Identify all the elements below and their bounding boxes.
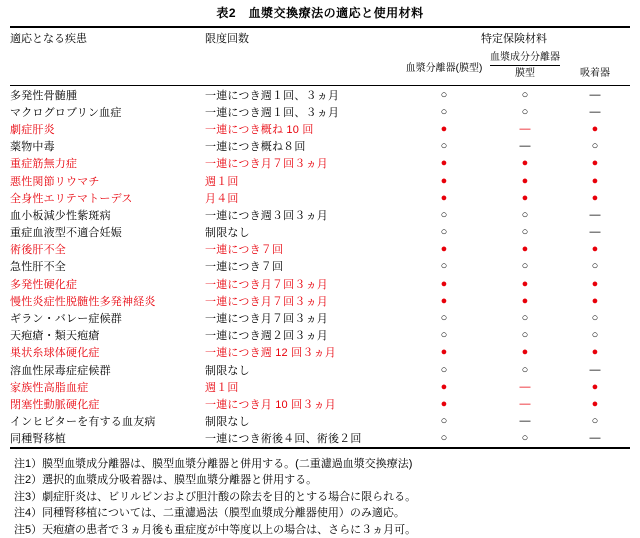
mark-plasma-separator <box>441 209 448 221</box>
mark-plasma-separator <box>441 329 448 341</box>
mark-adsorber-cell <box>560 224 630 241</box>
limit-count: 一連につき７回 <box>205 244 284 257</box>
table-row <box>10 138 630 155</box>
limit-count: 週１回 <box>205 381 239 394</box>
mark-membrane-cell <box>490 413 560 430</box>
mark-adsorber-cell <box>560 309 630 326</box>
mark-membrane-cell <box>490 155 560 172</box>
mark-adsorber-cell <box>560 344 630 361</box>
mark-plasma-separator <box>441 243 448 255</box>
disease-name: ギラン・バレー症候群 <box>10 313 122 326</box>
mark-membrane <box>520 381 531 393</box>
table-row <box>10 395 630 412</box>
mark-plasma-separator-cell <box>398 172 490 189</box>
note-item: 注5）天疱瘡の患者で３ヵ月後も重症度が中等度以上の場合は、さらに３ヵ月可。 <box>14 523 417 536</box>
mark-adsorber-cell <box>560 327 630 344</box>
adaptation-table <box>10 26 630 447</box>
limit-count: 制限なし <box>205 364 250 377</box>
disease-name: 多発性硬化症 <box>10 278 78 291</box>
mark-adsorber-cell <box>560 430 630 447</box>
mark-plasma-separator <box>441 123 448 135</box>
disease-name: 巣状糸球体硬化症 <box>10 347 100 360</box>
table-row <box>10 361 630 378</box>
header-limit: 限度回数 <box>205 32 249 45</box>
mark-membrane <box>520 140 531 152</box>
table-row <box>10 413 630 430</box>
mark-membrane-cell <box>490 361 560 378</box>
mark-adsorber <box>590 364 601 376</box>
mark-adsorber <box>592 243 599 255</box>
disease-name: 劇症肝炎 <box>10 123 55 136</box>
mark-plasma-separator-cell <box>398 103 490 120</box>
mark-membrane <box>522 192 529 204</box>
mark-plasma-separator <box>441 175 448 187</box>
note-item: 注3）劇症肝炎は、ビリルビンおよび胆汁酸の除去を目的とする場合に限られる。 <box>14 490 417 503</box>
mark-adsorber <box>592 140 599 152</box>
table-row <box>10 86 630 104</box>
mark-membrane-cell <box>490 430 560 447</box>
mark-plasma-separator-cell <box>398 275 490 292</box>
table-row <box>10 241 630 258</box>
mark-membrane-cell <box>490 172 560 189</box>
header-membrane: 膜型 <box>515 68 535 79</box>
mark-plasma-separator-cell <box>398 155 490 172</box>
mark-plasma-separator <box>441 106 448 118</box>
limit-count: 一連につき術後４回、術後２回 <box>205 433 362 446</box>
mark-membrane-cell <box>490 241 560 258</box>
mark-adsorber <box>592 295 599 307</box>
disease-name: 重症筋無力症 <box>10 158 78 171</box>
mark-adsorber <box>590 432 601 444</box>
table-row <box>10 430 630 447</box>
limit-count: 週１回 <box>205 175 239 188</box>
table-body <box>10 86 630 447</box>
disease-name: 悪性関節リウマチ <box>10 175 100 188</box>
header-special-material: 特定保険材料 <box>481 32 547 45</box>
mark-adsorber <box>592 346 599 358</box>
mark-membrane <box>522 175 529 187</box>
mark-plasma-separator-cell <box>398 258 490 275</box>
mark-adsorber <box>590 106 601 118</box>
mark-adsorber-cell <box>560 138 630 155</box>
mark-membrane <box>522 329 529 341</box>
mark-membrane-cell <box>490 327 560 344</box>
mark-membrane <box>522 226 529 238</box>
header-adsorber-cell <box>560 47 630 86</box>
limit-count: 一連につき週 12 回３ヵ月 <box>205 347 336 360</box>
mark-plasma-separator <box>441 398 448 410</box>
mark-adsorber <box>590 89 601 101</box>
mark-membrane-cell <box>490 189 560 206</box>
mark-membrane-cell <box>490 86 560 104</box>
mark-membrane <box>522 209 529 221</box>
mark-plasma-separator <box>441 295 448 307</box>
table-row <box>10 258 630 275</box>
mark-adsorber-cell <box>560 103 630 120</box>
mark-membrane-cell <box>490 378 560 395</box>
header-adsorber: 吸着器 <box>580 68 610 79</box>
disease-name: 全身性エリテマトーデス <box>10 192 133 205</box>
note-item: 注4）同種腎移植については、二重濾過法（膜型血漿成分離器使用）のみ適応。 <box>14 507 405 520</box>
mark-adsorber <box>592 157 599 169</box>
limit-count: 一連につき７回 <box>205 261 284 274</box>
page-title: 表2 血漿交換療法の適応と使用材料 <box>216 6 424 20</box>
disease-name: 閉塞性動脈硬化症 <box>10 398 100 411</box>
header-spacer-2 <box>205 47 398 86</box>
mark-plasma-separator-cell <box>398 138 490 155</box>
disease-name: 術後肝不全 <box>10 244 66 257</box>
mark-adsorber <box>592 381 599 393</box>
mark-plasma-separator-cell <box>398 361 490 378</box>
mark-adsorber-cell <box>560 86 630 104</box>
note-item: 注2）選択的血漿成分吸着器は、膜型血漿分離器と併用する。 <box>14 474 318 487</box>
mark-adsorber-cell <box>560 155 630 172</box>
table-header <box>10 27 630 86</box>
disease-name: 慢性炎症性脱髄性多発神経炎 <box>10 295 156 308</box>
disease-name: 同種腎移植 <box>10 433 66 446</box>
limit-count: 一連につき月 10 回３ヵ月 <box>205 398 336 411</box>
mark-membrane-cell <box>490 395 560 412</box>
mark-membrane-cell <box>490 309 560 326</box>
disease-name: 溶血性尿毒症症候群 <box>10 364 111 377</box>
notes-list <box>10 456 630 538</box>
limit-count: 月４回 <box>205 192 239 205</box>
note-item: 注1）膜型血漿成分離器は、膜型血漿分離器と併用する。(二重濾過血漿交換療法) <box>14 457 413 470</box>
mark-adsorber-cell <box>560 189 630 206</box>
mark-membrane-cell <box>490 206 560 223</box>
limit-count: 一連につき週１回、３ヵ月 <box>205 89 340 102</box>
mark-membrane-cell <box>490 120 560 137</box>
mark-membrane-cell <box>490 292 560 309</box>
limit-count: 制限なし <box>205 227 250 240</box>
mark-plasma-separator-cell <box>398 309 490 326</box>
limit-count: 一連につき概ね 10 回 <box>205 123 314 136</box>
mark-adsorber <box>592 192 599 204</box>
mark-adsorber-cell <box>560 258 630 275</box>
limit-count: 一連につき月７回３ヵ月 <box>205 158 328 171</box>
table-row <box>10 344 630 361</box>
mark-membrane-cell <box>490 344 560 361</box>
mark-adsorber-cell <box>560 361 630 378</box>
mark-plasma-separator <box>441 381 448 393</box>
header-disease: 適応となる疾患 <box>10 32 87 45</box>
mark-plasma-separator <box>441 226 448 238</box>
mark-plasma-separator <box>441 140 448 152</box>
disease-name: 急性肝不全 <box>10 261 66 274</box>
mark-plasma-separator <box>441 89 448 101</box>
mark-plasma-separator <box>441 415 448 427</box>
mark-membrane-cell <box>490 258 560 275</box>
table-row <box>10 309 630 326</box>
mark-plasma-separator <box>441 346 448 358</box>
mark-adsorber <box>592 329 599 341</box>
table-row <box>10 378 630 395</box>
mark-membrane <box>520 415 531 427</box>
mark-membrane <box>522 432 529 444</box>
header-spacer-1 <box>10 47 205 86</box>
mark-plasma-separator <box>441 432 448 444</box>
mark-membrane <box>522 89 529 101</box>
limit-count: 一連につき月７回３ヵ月 <box>205 313 328 326</box>
limit-count: 制限なし <box>205 416 250 429</box>
mark-adsorber-cell <box>560 395 630 412</box>
disease-name: 重症血液型不適合妊娠 <box>10 227 122 240</box>
mark-plasma-separator-cell <box>398 120 490 137</box>
limit-count: 一連につき週１回、３ヵ月 <box>205 106 340 119</box>
mark-adsorber <box>590 226 601 238</box>
mark-plasma-separator <box>441 278 448 290</box>
mark-adsorber-cell <box>560 120 630 137</box>
mark-adsorber <box>592 278 599 290</box>
mark-plasma-separator-cell <box>398 430 490 447</box>
limit-count: 一連につき週３回３ヵ月 <box>205 209 328 222</box>
mark-adsorber <box>590 209 601 221</box>
mark-plasma-separator <box>441 157 448 169</box>
mark-adsorber-cell <box>560 292 630 309</box>
mark-membrane <box>520 123 531 135</box>
disease-name: 薬物中毒 <box>10 141 55 154</box>
limit-count: 一連につき週２回３ヵ月 <box>205 330 328 343</box>
disease-name: インヒビターを有する血友病 <box>10 416 156 429</box>
mark-plasma-separator-cell <box>398 344 490 361</box>
disease-name: 家族性高脂血症 <box>10 381 89 394</box>
mark-plasma-separator-cell <box>398 378 490 395</box>
mark-adsorber-cell <box>560 206 630 223</box>
header-component-group <box>490 47 560 86</box>
mark-adsorber <box>592 312 599 324</box>
mark-plasma-separator-cell <box>398 327 490 344</box>
mark-membrane <box>522 260 529 272</box>
table-row <box>10 189 630 206</box>
table-row <box>10 120 630 137</box>
disease-name: 天疱瘡・類天疱瘡 <box>10 330 100 343</box>
mark-adsorber-cell <box>560 241 630 258</box>
mark-plasma-separator-cell <box>398 206 490 223</box>
mark-plasma-separator-cell <box>398 413 490 430</box>
disease-name: 多発性骨髄腫 <box>10 89 78 102</box>
limit-count: 一連につき概ね８回 <box>205 141 306 154</box>
table-row <box>10 327 630 344</box>
mark-plasma-separator-cell <box>398 224 490 241</box>
mark-membrane <box>522 312 529 324</box>
mark-adsorber <box>592 415 599 427</box>
table-row <box>10 172 630 189</box>
mark-plasma-separator <box>441 192 448 204</box>
table-row <box>10 155 630 172</box>
mark-membrane <box>522 364 529 376</box>
mark-plasma-separator-cell <box>398 292 490 309</box>
mark-membrane-cell <box>490 138 560 155</box>
mark-membrane <box>522 278 529 290</box>
mark-membrane <box>522 346 529 358</box>
mark-membrane <box>522 157 529 169</box>
mark-plasma-separator <box>441 260 448 272</box>
limit-count: 一連につき月７回３ヵ月 <box>205 278 328 291</box>
mark-adsorber-cell <box>560 275 630 292</box>
mark-membrane-cell <box>490 103 560 120</box>
header-plasma-separator: 血漿分離器(膜型) <box>405 62 483 74</box>
disease-name: 血小板減少性紫斑病 <box>10 209 111 222</box>
table-bottom-rule <box>10 447 630 449</box>
mark-adsorber <box>592 175 599 187</box>
mark-adsorber <box>592 260 599 272</box>
mark-membrane <box>522 243 529 255</box>
table-row <box>10 224 630 241</box>
header-component-separator: 血漿成分分離器 <box>490 52 560 66</box>
mark-plasma-separator-cell <box>398 189 490 206</box>
mark-membrane-cell <box>490 224 560 241</box>
mark-membrane <box>522 295 529 307</box>
mark-plasma-separator-cell <box>398 241 490 258</box>
mark-adsorber <box>592 123 599 135</box>
table-row <box>10 292 630 309</box>
mark-plasma-separator <box>441 312 448 324</box>
mark-membrane <box>520 398 531 410</box>
mark-plasma-separator-cell <box>398 86 490 104</box>
mark-membrane-cell <box>490 275 560 292</box>
mark-adsorber-cell <box>560 378 630 395</box>
table-row <box>10 275 630 292</box>
mark-adsorber-cell <box>560 172 630 189</box>
limit-count: 一連につき月７回３ヵ月 <box>205 295 328 308</box>
mark-plasma-separator-cell <box>398 395 490 412</box>
table-row <box>10 206 630 223</box>
disease-name: マクログロブリン血症 <box>10 106 122 119</box>
mark-membrane <box>522 106 529 118</box>
mark-adsorber <box>592 398 599 410</box>
table-row <box>10 103 630 120</box>
mark-plasma-separator <box>441 364 448 376</box>
mark-adsorber-cell <box>560 413 630 430</box>
